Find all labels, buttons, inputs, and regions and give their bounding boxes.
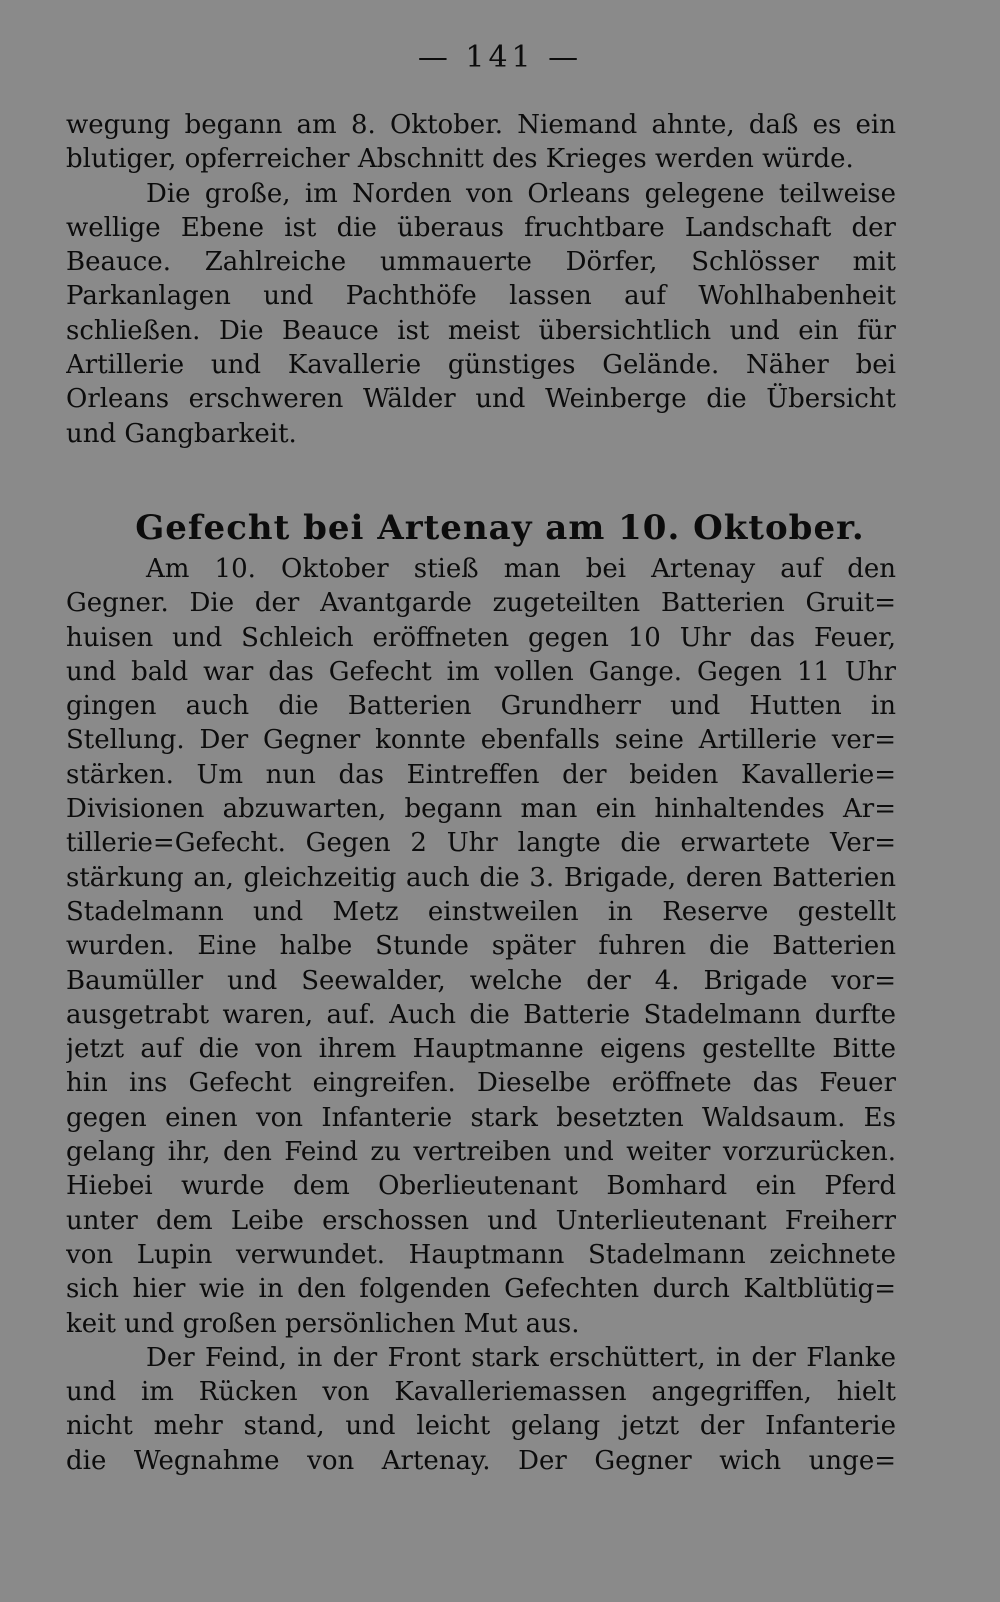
text-line: Am 10. Oktober stieß man bei Artenay auf den	[146, 554, 896, 584]
text-line: ausgetrabt waren, auf. Auch die Batterie Stadelmann durfte	[66, 999, 896, 1030]
text-line: Stellung. Der Gegner konnte ebenfalls seine Artillerie ver=	[66, 725, 896, 756]
text-line: Artillerie und Kavallerie günstiges Gelände. Näher bei	[66, 350, 896, 381]
text-line: Parkanlagen und Pachthöfe lassen auf Wohlhabenheit	[66, 281, 896, 312]
text-line: sich hier wie in den folgenden Gefechten durch Kaltblütig=	[66, 1274, 896, 1305]
text-line: Divisionen abzuwarten, begann man ein hinhaltendes Ar=	[66, 794, 896, 825]
text-line: unter dem Leibe erschossen und Unterlieutenant Freiherr	[66, 1205, 896, 1236]
text-line: Baumüller und Seewalder, welche der 4. Brigade vor=	[66, 965, 896, 996]
text-line: gelang ihr, den Feind zu vertreiben und weiter vorzurücken.	[66, 1137, 896, 1168]
text-line: wegung begann am 8. Oktober. Niemand ahnte, daß es ein	[66, 110, 896, 140]
text-line: Orleans erschweren Wälder und Weinberge die Übersicht	[66, 384, 896, 415]
text-line: blutiger, opferreicher Abschnitt des Krieges werden würde.	[66, 144, 854, 175]
text-line: und bald war das Gefecht im vollen Gange. Gegen 11 Uhr	[66, 656, 896, 687]
text-line: Die große, im Norden von Orleans gelegene teilweise	[146, 178, 896, 209]
text-line: gegen einen von Infanterie stark besetzten Waldsaum. Es	[66, 1102, 896, 1133]
text-block-bottom	[66, 552, 896, 1478]
text-line: tillerie=Gefecht. Gegen 2 Uhr langte die erwartete Ver=	[66, 828, 896, 859]
text-line: wurden. Eine halbe Stunde später fuhren die Batterien	[66, 931, 896, 962]
text-line: von Lupin verwundet. Hauptmann Stadelmann zeichnete	[66, 1239, 896, 1270]
text-line: stärkung an, gleichzeitig auch die 3. Brigade, deren Batterien	[66, 862, 896, 893]
page-number: — 141 —	[417, 40, 583, 75]
text-line: jetzt auf die von ihrem Hauptmanne eigens gestellte Bitte	[66, 1034, 896, 1065]
text-line: Gegner. Die der Avantgarde zugeteilten Batterien Gruit=	[66, 588, 896, 619]
text-line: die Wegnahme von Artenay. Der Gegner wich unge=	[66, 1445, 896, 1476]
text-line: wellige Ebene ist die überaus fruchtbare Landschaft der	[66, 212, 896, 243]
text-line: huisen und Schleich eröffneten gegen 10 Uhr das Feuer,	[66, 622, 896, 653]
text-line: schließen. Die Beauce ist meist übersichtlich und ein für	[66, 315, 896, 346]
text-line: gingen auch die Batterien Grundherr und Hutten in	[66, 691, 896, 722]
text-line: hin ins Gefecht eingreifen. Dieselbe eröffnete das Feuer	[66, 1068, 896, 1099]
text-line: Beauce. Zahlreiche ummauerte Dörfer, Schlösser mit	[66, 247, 896, 278]
text-line: Hiebei wurde dem Oberlieutenant Bomhard ein Pferd	[66, 1171, 896, 1202]
text-line: keit und großen persönlichen Mut aus.	[66, 1308, 580, 1339]
text-line: Der Feind, in der Front stark erschüttert, in der Flanke	[146, 1342, 896, 1373]
section-heading: Gefecht bei Artenay am 10. Oktober.	[135, 508, 865, 548]
text-line: und im Rücken von Kavalleriemassen angegriffen, hielt	[66, 1377, 896, 1408]
text-line: Stadelmann und Metz einstweilen in Reserve gestellt	[66, 896, 896, 927]
text-block-top	[66, 108, 896, 451]
text-line: nicht mehr stand, und leicht gelang jetzt der Infanterie	[66, 1411, 896, 1442]
text-line: und Gangbarkeit.	[66, 418, 297, 449]
text-line: stärken. Um nun das Eintreffen der beiden Kavallerie=	[66, 759, 896, 790]
